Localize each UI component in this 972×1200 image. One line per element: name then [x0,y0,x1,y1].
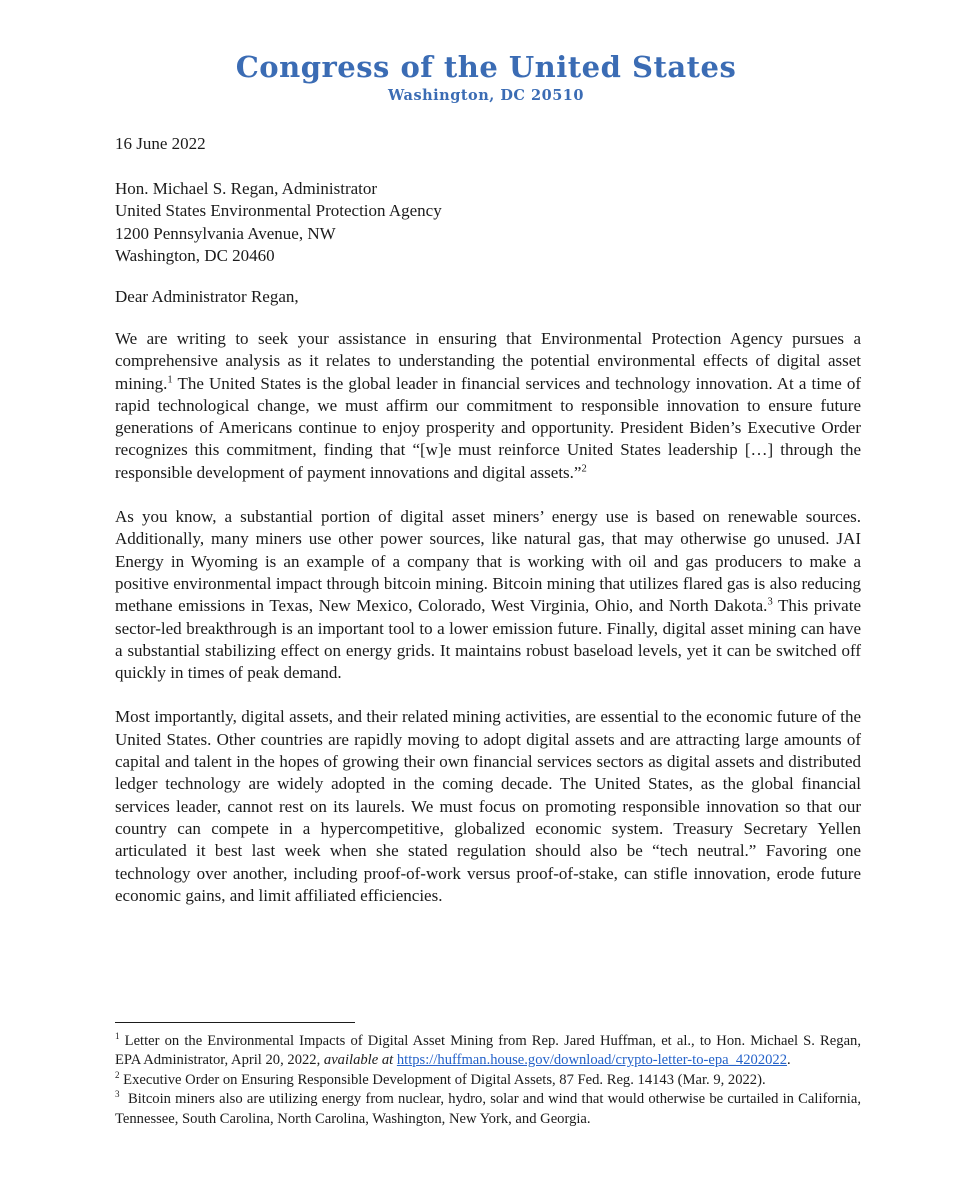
footnote-separator [115,1022,355,1023]
body-paragraph [115,706,861,907]
text-segment: available at [323,1052,394,1069]
recipient-address-line: Washington, DC 20460 [115,245,275,265]
text-segment: We are writing to seek your assistance in ensuring that Environmental Protection Agency pursues a comprehensive analysis as it relates to understanding the potential environmental effects of digital asset mining. [115,329,861,393]
salutation: Dear Administrator Regan, [115,287,299,306]
footnote [115,1071,861,1090]
recipient-address [115,178,442,267]
footnote [115,1090,861,1129]
footnote-marker: 3 [767,596,773,608]
letterhead-subtitle: Washington, DC 20510 [388,87,584,104]
recipient-address-line: Hon. Michael S. Regan, Administrator [115,179,378,198]
text-segment: Executive Order on Ensuring Responsible Development of Digital Assets, 87 Fed. Reg. 14143 (Mar. 9, 2022). [119,1071,766,1088]
footnote-marker: 1 [167,373,173,385]
body-paragraph [115,328,861,484]
footnotes-list [115,1032,861,1129]
footnote-hyperlink[interactable]: https://huffman.house.gov/download/crypto-letter-to-epa_4202022 [396,1052,788,1069]
text-segment: This private sector-led breakthrough is an important tool to a lower emission future. Finally, digital asset mining can have a substantial stabilizing effect on energy grids. It maintains robust baseload levels, yet it can be switched off quickly in times of peak demand. [115,596,861,683]
footnote-marker: 1 [115,1031,120,1042]
letterhead [0,50,972,104]
text-segment: Bitcoin miners also are utilizing energy from nuclear, hydro, solar and wind that would otherwise be curtailed in California, Tennessee, South Carolina, North Carolina, Washington, New York, and Georgia. [115,1091,861,1127]
recipient-address-line: 1200 Pennsylvania Avenue, NW [115,223,336,243]
recipient-address-line: United States Environmental Protection Agency [115,201,442,221]
letter-date: 16 June 2022 [115,134,206,153]
footnote [115,1032,861,1071]
text-segment: As you know, a substantial portion of digital asset miners’ energy use is based on renewable sources. Additionally, many miners use other power sources, like natural gas, that may otherwise go unused. JAI Energy in Wyoming is an example of a company that is working with oil and gas producers to make a positive environmental impact through bitcoin mining. Bitcoin mining that utilizes flared gas is also reducing methane emissions in Texas, New Mexico, Colorado, West Virginia, Ohio, and North Dakota. [115,507,861,616]
body-paragraph [115,506,861,684]
letterhead-title: Congress of the United States [235,50,737,84]
text-segment: Most importantly, digital assets, and their related mining activities, are essential to the economic future of the United States. Other countries are rapidly moving to adopt digital assets and are attracting large amounts of capital and talent in the hopes of growing their own financial services sectors as digital assets and distributed ledger technology are widely adopted in the coming decade. The United States, as the global financial services leader, cannot rest on its laurels. We must focus on promoting responsible innovation so that our country can compete in a hypercompetitive, globalized economic system. Treasury Secretary Yellen articulated it best last week when she stated regulation should also be “tech neutral.” Favoring one technology over another, including proof-of-work versus proof-of-stake, can stifle innovation, erode future economic gains, and limit affiliated efficiencies. [115,707,861,905]
footnotes-section [115,1022,861,1129]
letter-body [115,328,861,929]
footnote-marker: 3 [115,1089,120,1100]
footnote-marker: 2 [115,1069,120,1080]
text-segment: Letter on the Environmental Impacts of Digital Asset Mining from Rep. Jared Huffman, et al., to Hon. Michael S. Regan, EPA Administrator, April 20, 2022, [115,1033,861,1069]
text-segment: The United States is the global leader in financial services and technology innovation. At a time of rapid technological change, we must affirm our commitment to responsible innovation to ensure future generations of Americans continue to enjoy prosperity and opportunity. President Biden’s Executive Order recognizes this commitment, finding that “[w]e must reinforce United States leadership […] through the responsible development of payment innovations and digital assets.” [115,373,861,482]
footnote-marker: 2 [581,463,587,475]
text-segment: . [787,1052,791,1069]
